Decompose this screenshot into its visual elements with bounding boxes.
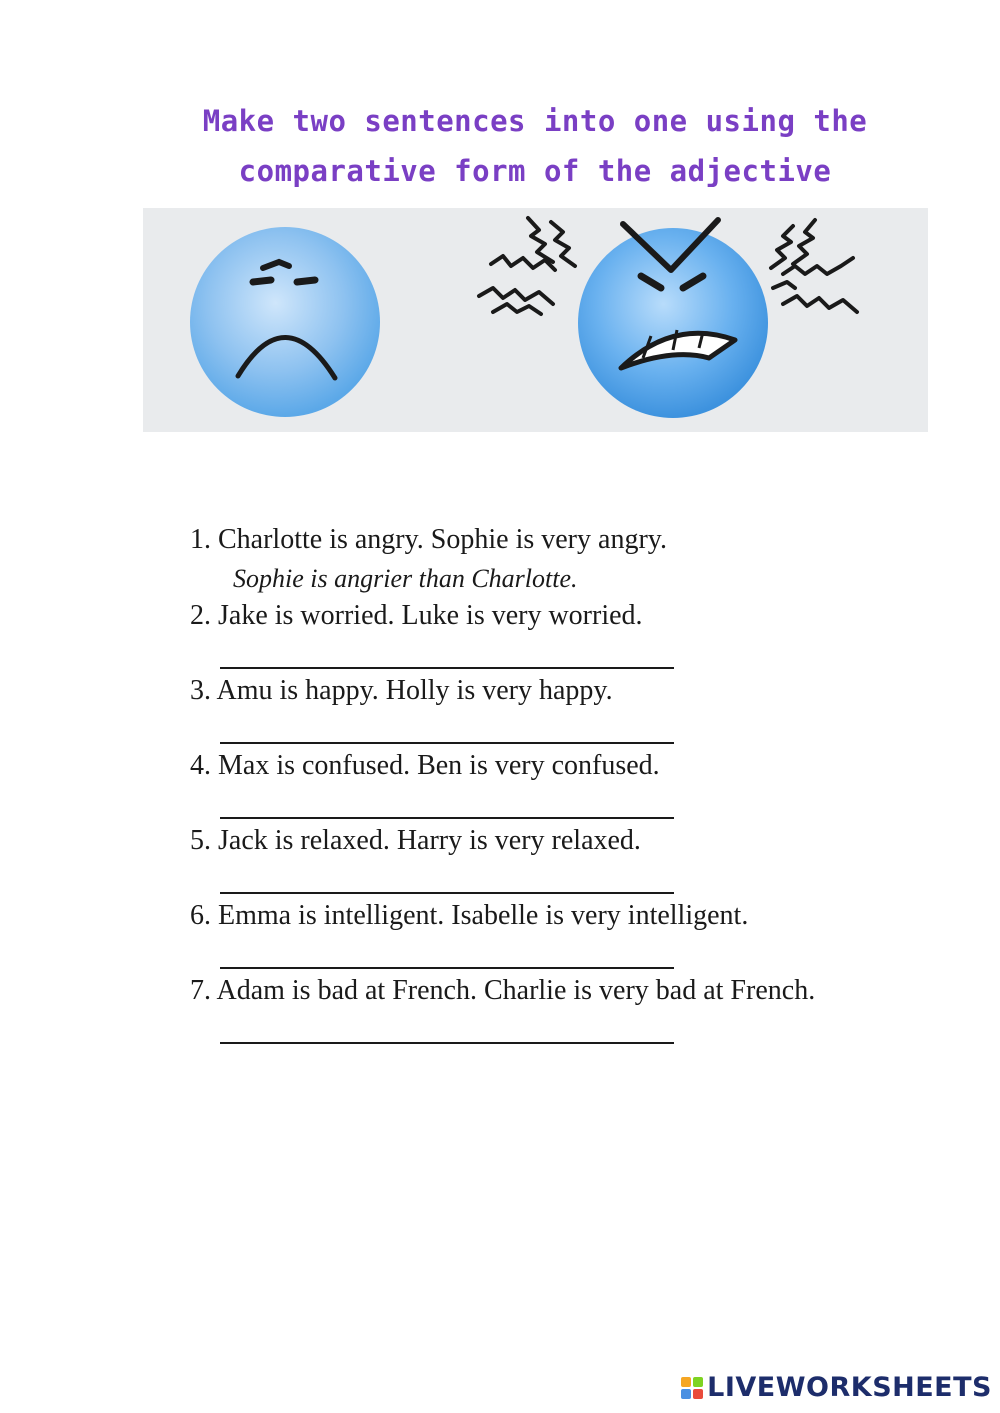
question-number: 2. [190, 600, 211, 631]
answer-input-5[interactable] [220, 892, 674, 894]
question-2 [190, 596, 643, 636]
question-text: Jake is worried. Luke is very worried. [218, 600, 643, 631]
answer-input-2[interactable] [220, 667, 674, 669]
answer-input-6[interactable] [220, 967, 674, 969]
answer-input-4[interactable] [220, 817, 674, 819]
question-text: Emma is intelligent. Isabelle is very intelligent. [218, 900, 749, 931]
anger-marks-left-icon [479, 218, 575, 314]
question-text: Max is confused. Ben is very confused. [218, 750, 660, 781]
question-text: Charlotte is angry. Sophie is very angry. [218, 524, 667, 555]
emotion-illustration [143, 208, 928, 432]
question-3 [190, 671, 613, 711]
question-number: 1. [190, 524, 211, 555]
sad-face-icon [190, 227, 380, 417]
question-number: 5. [190, 825, 211, 856]
brand-name: LIVEWORKSHEETS [707, 1372, 992, 1403]
example-answer: Sophie is angrier than Charlotte. [233, 564, 578, 593]
worksheet-title-line-1: Make two sentences into one using the [202, 104, 868, 138]
angry-face-icon [578, 220, 768, 418]
question-number: 4. [190, 750, 211, 781]
emotion-faces-image [143, 208, 928, 432]
question-1 [190, 520, 667, 560]
liveworksheets-brand[interactable] [681, 1372, 992, 1403]
question-7 [190, 971, 815, 1011]
anger-marks-right-icon [771, 220, 857, 312]
question-6 [190, 896, 748, 936]
worksheet-title-line-2: comparative form of the adjective [238, 154, 832, 188]
question-text: Jack is relaxed. Harry is very relaxed. [218, 825, 641, 856]
question-4 [190, 746, 660, 786]
question-5 [190, 821, 641, 861]
answer-input-3[interactable] [220, 742, 674, 744]
question-text: Amu is happy. Holly is very happy. [216, 675, 613, 706]
liveworksheets-logo-icon [681, 1377, 703, 1399]
question-number: 3. [190, 675, 211, 706]
question-number: 7. [190, 975, 211, 1006]
question-text: Adam is bad at French. Charlie is very bad at French. [216, 975, 816, 1006]
answer-input-7[interactable] [220, 1042, 674, 1044]
question-number: 6. [190, 900, 211, 931]
